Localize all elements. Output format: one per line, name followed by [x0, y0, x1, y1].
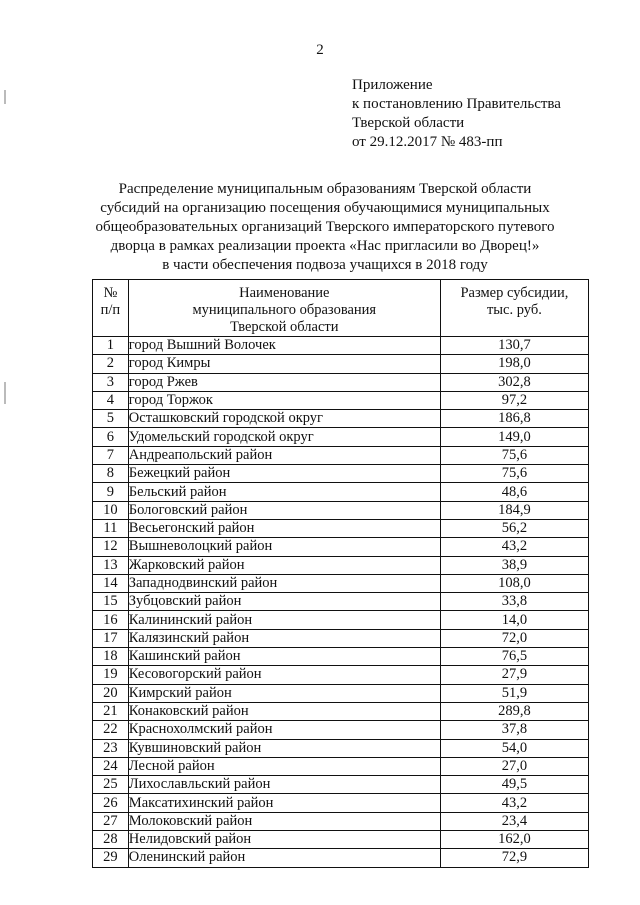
table-row — [93, 428, 589, 446]
subsidy-value-cell: 37,8 — [440, 721, 588, 739]
subsidy-table — [92, 279, 589, 868]
header-number — [93, 280, 129, 337]
row-number-cell: 14 — [93, 574, 129, 592]
header-name — [128, 280, 440, 337]
row-number-cell: 18 — [93, 648, 129, 666]
table-row — [93, 391, 589, 409]
table-row — [93, 337, 589, 355]
municipality-name-cell: Зубцовский район — [128, 593, 440, 611]
municipality-name-cell: Вышневолоцкий район — [128, 538, 440, 556]
table-row — [93, 739, 589, 757]
municipality-name-cell: Лихославльский район — [128, 776, 440, 794]
municipality-name-cell: Осташковский городской округ — [128, 410, 440, 428]
appendix-line: Тверской области — [352, 115, 465, 131]
title-line: в части обеспечения подвоза учащихся в 2018 году — [162, 257, 488, 273]
municipality-name-cell: Бежецкий район — [128, 465, 440, 483]
municipality-name-cell: Молоковский район — [128, 812, 440, 830]
municipality-name-cell: Калязинский район — [128, 629, 440, 647]
municipality-name-cell: город Торжок — [128, 391, 440, 409]
table-header-row — [93, 280, 589, 337]
table-row — [93, 648, 589, 666]
subsidy-value-cell: 162,0 — [440, 831, 588, 849]
table-row — [93, 776, 589, 794]
subsidy-value-cell: 23,4 — [440, 812, 588, 830]
subsidy-value-cell: 33,8 — [440, 593, 588, 611]
row-number-cell: 21 — [93, 702, 129, 720]
title-line: субсидий на организацию посещения обучающимися муниципальных — [100, 200, 550, 216]
row-number-cell: 24 — [93, 757, 129, 775]
header-text: тыс. руб. — [486, 302, 542, 318]
municipality-name-cell: Западнодвинский район — [128, 574, 440, 592]
row-number-cell: 4 — [93, 391, 129, 409]
municipality-name-cell: Бологовский район — [128, 501, 440, 519]
table-row — [93, 702, 589, 720]
row-number-cell: 1 — [93, 337, 129, 355]
subsidy-value-cell: 43,2 — [440, 794, 588, 812]
row-number-cell: 29 — [93, 849, 129, 867]
table-row — [93, 611, 589, 629]
table-row — [93, 465, 589, 483]
table-row — [93, 666, 589, 684]
row-number-cell: 10 — [93, 501, 129, 519]
header-text: п/п — [100, 302, 121, 318]
header-text: муниципального образования — [192, 302, 377, 318]
document-title — [60, 180, 590, 275]
appendix-line: к постановлению Правительства — [352, 96, 561, 112]
subsidy-value-cell: 48,6 — [440, 483, 588, 501]
subsidy-value-cell: 130,7 — [440, 337, 588, 355]
table-row — [93, 629, 589, 647]
table-row — [93, 574, 589, 592]
subsidy-value-cell: 76,5 — [440, 648, 588, 666]
title-line: Распределение муниципальным образованиям Тверской области — [118, 181, 532, 197]
municipality-name-cell: Андреапольский район — [128, 446, 440, 464]
table-row — [93, 355, 589, 373]
municipality-name-cell: Нелидовский район — [128, 831, 440, 849]
table-row — [93, 501, 589, 519]
subsidy-value-cell: 149,0 — [440, 428, 588, 446]
row-number-cell: 26 — [93, 794, 129, 812]
row-number-cell: 2 — [93, 355, 129, 373]
row-number-cell: 7 — [93, 446, 129, 464]
municipality-name-cell: город Вышний Волочек — [128, 337, 440, 355]
municipality-name-cell: Лесной район — [128, 757, 440, 775]
municipality-name-cell: Оленинский район — [128, 849, 440, 867]
title-line: общеобразовательных организаций Тверского императорского путевого — [95, 219, 555, 235]
subsidy-value-cell: 72,9 — [440, 849, 588, 867]
municipality-name-cell: Бельский район — [128, 483, 440, 501]
header-text: Размер субсидии, — [460, 285, 569, 301]
margin-scan-mark-bottom — [4, 382, 6, 404]
subsidy-value-cell: 56,2 — [440, 519, 588, 537]
subsidy-value-cell: 49,5 — [440, 776, 588, 794]
subsidy-value-cell: 14,0 — [440, 611, 588, 629]
table-row — [93, 483, 589, 501]
subsidy-value-cell: 75,6 — [440, 446, 588, 464]
table-row — [93, 556, 589, 574]
municipality-name-cell: Кесовогорский район — [128, 666, 440, 684]
row-number-cell: 5 — [93, 410, 129, 428]
row-number-cell: 16 — [93, 611, 129, 629]
municipality-name-cell: Конаковский район — [128, 702, 440, 720]
row-number-cell: 28 — [93, 831, 129, 849]
row-number-cell: 9 — [93, 483, 129, 501]
table-row — [93, 757, 589, 775]
row-number-cell: 12 — [93, 538, 129, 556]
table-row — [93, 593, 589, 611]
row-number-cell: 19 — [93, 666, 129, 684]
subsidy-value-cell: 27,9 — [440, 666, 588, 684]
table-body — [93, 337, 589, 868]
row-number-cell: 22 — [93, 721, 129, 739]
subsidy-value-cell: 51,9 — [440, 684, 588, 702]
municipality-name-cell: город Кимры — [128, 355, 440, 373]
row-number-cell: 15 — [93, 593, 129, 611]
table-row — [93, 446, 589, 464]
municipality-name-cell: Кувшиновский район — [128, 739, 440, 757]
appendix-line: от 29.12.2017 № 483-пп — [352, 134, 503, 150]
subsidy-value-cell: 198,0 — [440, 355, 588, 373]
subsidy-value-cell: 75,6 — [440, 465, 588, 483]
row-number-cell: 17 — [93, 629, 129, 647]
subsidy-value-cell: 184,9 — [440, 501, 588, 519]
row-number-cell: 6 — [93, 428, 129, 446]
header-text: Наименование — [239, 285, 330, 301]
header-subsidy — [440, 280, 588, 337]
municipality-name-cell: Удомельский городской округ — [128, 428, 440, 446]
municipality-name-cell: Максатихинский район — [128, 794, 440, 812]
row-number-cell: 20 — [93, 684, 129, 702]
header-text: № — [103, 285, 118, 301]
margin-scan-mark-top — [4, 90, 6, 104]
municipality-name-cell: Жарковский район — [128, 556, 440, 574]
table-row — [93, 721, 589, 739]
appendix-block — [352, 76, 561, 152]
row-number-cell: 23 — [93, 739, 129, 757]
subsidy-value-cell: 27,0 — [440, 757, 588, 775]
subsidy-value-cell: 54,0 — [440, 739, 588, 757]
row-number-cell: 13 — [93, 556, 129, 574]
subsidy-value-cell: 72,0 — [440, 629, 588, 647]
title-line: дворца в рамках реализации проекта «Нас пригласили во Дворец!» — [110, 238, 540, 254]
page-number: 2 — [316, 42, 324, 58]
municipality-name-cell: Кашинский район — [128, 648, 440, 666]
table-row — [93, 831, 589, 849]
subsidy-value-cell: 108,0 — [440, 574, 588, 592]
subsidy-value-cell: 289,8 — [440, 702, 588, 720]
table-row — [93, 410, 589, 428]
table-row — [93, 794, 589, 812]
table-row — [93, 684, 589, 702]
subsidy-value-cell: 302,8 — [440, 373, 588, 391]
table-row — [93, 373, 589, 391]
table-row — [93, 538, 589, 556]
subsidy-value-cell: 43,2 — [440, 538, 588, 556]
municipality-name-cell: Калининский район — [128, 611, 440, 629]
table-row — [93, 812, 589, 830]
table-row — [93, 849, 589, 867]
municipality-name-cell: Весьегонский район — [128, 519, 440, 537]
header-text: Тверской области — [230, 319, 339, 335]
municipality-name-cell: Кимрский район — [128, 684, 440, 702]
table-row — [93, 519, 589, 537]
row-number-cell: 27 — [93, 812, 129, 830]
row-number-cell: 8 — [93, 465, 129, 483]
row-number-cell: 25 — [93, 776, 129, 794]
subsidy-value-cell: 186,8 — [440, 410, 588, 428]
municipality-name-cell: город Ржев — [128, 373, 440, 391]
subsidy-value-cell: 38,9 — [440, 556, 588, 574]
appendix-line: Приложение — [352, 77, 433, 93]
municipality-name-cell: Краснохолмский район — [128, 721, 440, 739]
row-number-cell: 3 — [93, 373, 129, 391]
row-number-cell: 11 — [93, 519, 129, 537]
subsidy-value-cell: 97,2 — [440, 391, 588, 409]
